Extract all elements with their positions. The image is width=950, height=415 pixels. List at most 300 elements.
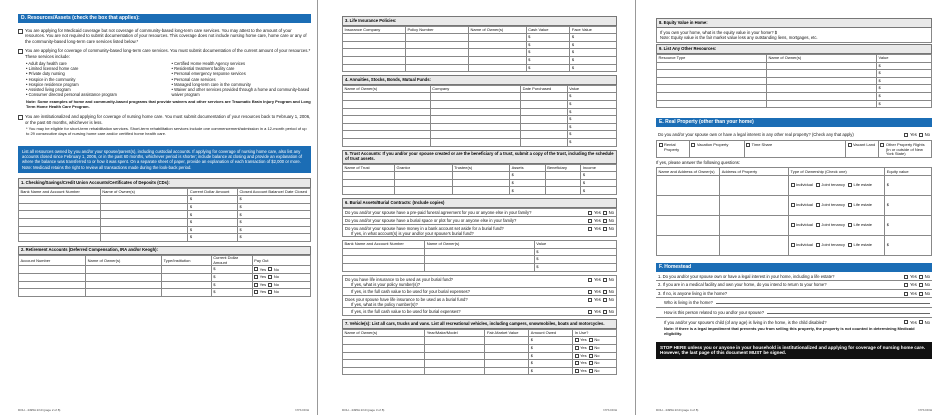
table-cell[interactable] [162, 274, 212, 282]
table-cell[interactable] [343, 367, 425, 375]
table-cell[interactable] [19, 281, 86, 289]
table-cell[interactable] [343, 41, 406, 49]
yes-no-options[interactable] [904, 320, 930, 325]
table-cell[interactable] [343, 352, 425, 360]
table-cell[interactable] [343, 345, 425, 353]
no-checkbox[interactable]: No [589, 353, 600, 358]
yes-checkbox[interactable]: Yes [575, 360, 587, 365]
yes-checkbox[interactable]: Yes [904, 282, 916, 287]
yes-no-cell[interactable] [573, 360, 617, 368]
yes-checkbox[interactable]: Yes [254, 289, 266, 294]
yes-no-cell[interactable] [252, 266, 310, 274]
amount-cell[interactable]: $ [526, 64, 570, 72]
table-cell[interactable] [469, 64, 527, 72]
ownership-cell[interactable] [789, 176, 885, 196]
table-cell[interactable] [767, 85, 877, 93]
no-checkbox[interactable]: No [919, 132, 930, 137]
table-cell[interactable] [343, 34, 406, 42]
table-cell[interactable] [19, 211, 101, 219]
amount-cell[interactable]: $ [188, 196, 238, 204]
table-cell[interactable] [19, 266, 86, 274]
yes-no-options[interactable] [588, 218, 614, 223]
property-type-option[interactable]: Vacation Property [690, 141, 745, 157]
table-row[interactable] [343, 116, 617, 124]
ownership-checkbox[interactable]: Joint tenancy [816, 182, 845, 187]
table-row[interactable] [343, 360, 617, 368]
table-row[interactable] [657, 100, 932, 108]
table-cell[interactable] [343, 264, 425, 272]
yes-no-cell[interactable] [573, 345, 617, 353]
table-row[interactable] [19, 289, 311, 297]
table-cell[interactable] [425, 352, 485, 360]
amount-cell[interactable]: $ [877, 62, 932, 70]
table-cell[interactable] [86, 289, 162, 297]
yes-no-cell[interactable] [252, 274, 310, 282]
amount-cell[interactable]: $ [188, 219, 238, 227]
table-cell[interactable] [720, 236, 789, 256]
amount-cell[interactable]: $ [885, 216, 932, 236]
table-row[interactable] [19, 196, 311, 204]
table-row[interactable] [343, 49, 617, 57]
amount-cell[interactable]: $ [526, 34, 570, 42]
table-cell[interactable] [343, 100, 431, 108]
amount-cell[interactable]: $ [570, 41, 617, 49]
table-cell[interactable] [406, 49, 469, 57]
yes-checkbox[interactable]: Yes [575, 345, 587, 350]
option-community-based[interactable]: You are applying for coverage of community-based long-term care services. You must submit documentation of the current amount of your resources.* These services include: [18, 48, 311, 59]
no-checkbox[interactable]: No [268, 274, 279, 279]
amount-cell[interactable]: $ [237, 203, 310, 211]
table-cell[interactable] [19, 289, 86, 297]
table-cell[interactable] [767, 92, 877, 100]
table-row[interactable] [343, 64, 617, 72]
amount-cell[interactable]: $ [526, 41, 570, 49]
amount-cell[interactable]: $ [211, 266, 252, 274]
table-cell[interactable] [100, 203, 188, 211]
no-checkbox[interactable]: No [603, 277, 614, 282]
no-checkbox[interactable]: No [919, 320, 930, 325]
amount-cell[interactable]: $ [877, 77, 932, 85]
ownership-checkbox[interactable]: Life estate [848, 222, 872, 227]
table-cell[interactable] [100, 226, 188, 234]
table-row[interactable] [19, 234, 311, 242]
table-cell[interactable] [406, 64, 469, 72]
yes-checkbox[interactable]: Yes [588, 226, 600, 231]
table-row[interactable] [343, 93, 617, 101]
amount-cell[interactable]: $ [529, 367, 573, 375]
table-cell[interactable] [430, 116, 520, 124]
no-checkbox[interactable]: No [603, 309, 614, 314]
table-cell[interactable] [521, 138, 568, 146]
yes-no-options[interactable] [904, 274, 930, 279]
amount-cell[interactable]: $ [567, 108, 616, 116]
table-cell[interactable] [343, 187, 395, 195]
table-cell[interactable] [406, 41, 469, 49]
table-cell[interactable] [19, 234, 101, 242]
amount-cell[interactable]: $ [581, 172, 617, 180]
table-cell[interactable] [425, 360, 485, 368]
table-cell[interactable] [425, 248, 535, 256]
table-cell[interactable] [657, 176, 720, 196]
no-checkbox[interactable]: No [268, 289, 279, 294]
property-type-option[interactable]: Rental Property [657, 141, 690, 157]
table-cell[interactable] [395, 179, 453, 187]
ownership-checkbox[interactable]: Joint tenancy [816, 242, 845, 247]
yes-no-options[interactable] [588, 210, 614, 215]
amount-cell[interactable]: $ [529, 352, 573, 360]
table-cell[interactable] [452, 187, 510, 195]
amount-cell[interactable]: $ [237, 234, 310, 242]
amount-cell[interactable]: $ [570, 64, 617, 72]
table-cell[interactable] [343, 248, 425, 256]
yes-checkbox[interactable]: Yes [254, 267, 266, 272]
table-cell[interactable] [19, 219, 101, 227]
amount-cell[interactable]: $ [188, 226, 238, 234]
table-cell[interactable] [720, 176, 789, 196]
ownership-checkbox[interactable]: Individual [791, 242, 813, 247]
relation-field[interactable]: How is this person related to you and/or your spouse? [656, 308, 932, 318]
yes-no-options[interactable] [904, 132, 930, 137]
yes-checkbox[interactable]: Yes [575, 368, 587, 373]
amount-cell[interactable]: $ [877, 92, 932, 100]
table-cell[interactable] [452, 172, 510, 180]
table-row[interactable] [343, 172, 617, 180]
table-cell[interactable] [485, 360, 529, 368]
no-checkbox[interactable]: No [268, 267, 279, 272]
table-cell[interactable] [100, 234, 188, 242]
yes-checkbox[interactable]: Yes [904, 132, 916, 137]
table-cell[interactable] [343, 123, 431, 131]
amount-cell[interactable]: $ [188, 203, 238, 211]
yes-no-options[interactable] [588, 289, 614, 294]
amount-cell[interactable]: $ [570, 56, 617, 64]
table-cell[interactable] [100, 196, 188, 204]
table-cell[interactable] [430, 93, 520, 101]
table-cell[interactable] [19, 274, 86, 282]
yes-no-options[interactable] [588, 297, 614, 302]
amount-cell[interactable]: $ [885, 236, 932, 256]
table-cell[interactable] [343, 56, 406, 64]
amount-cell[interactable]: $ [211, 274, 252, 282]
ownership-cell[interactable] [789, 196, 885, 216]
amount-cell[interactable]: $ [211, 281, 252, 289]
table-cell[interactable] [343, 138, 431, 146]
yes-checkbox[interactable]: Yes [588, 309, 600, 314]
table-cell[interactable] [452, 179, 510, 187]
table-cell[interactable] [162, 289, 212, 297]
amount-cell[interactable]: $ [237, 196, 310, 204]
table-row[interactable] [343, 56, 617, 64]
amount-cell[interactable]: $ [526, 56, 570, 64]
table-cell[interactable] [545, 179, 581, 187]
table-cell[interactable] [343, 256, 425, 264]
amount-cell[interactable]: $ [510, 179, 546, 187]
yes-checkbox[interactable]: Yes [588, 297, 600, 302]
ownership-checkbox[interactable]: Life estate [848, 182, 872, 187]
table-cell[interactable] [485, 367, 529, 375]
yes-no-cell[interactable] [252, 289, 310, 297]
no-checkbox[interactable]: No [919, 291, 930, 296]
table-cell[interactable] [485, 337, 529, 345]
table-cell[interactable] [343, 108, 431, 116]
amount-cell[interactable]: $ [534, 256, 616, 264]
amount-cell[interactable]: $ [237, 211, 310, 219]
no-checkbox[interactable]: No [603, 210, 614, 215]
ownership-checkbox[interactable]: Life estate [848, 202, 872, 207]
table-cell[interactable] [485, 345, 529, 353]
table-row[interactable] [657, 236, 932, 256]
table-cell[interactable] [657, 70, 767, 78]
table-cell[interactable] [767, 77, 877, 85]
equity-value-field[interactable]: If you own your home, what is the equity value in your home? $ Note: Equity value is the fair market value less any outstanding liens, mortgages, etc. [656, 28, 932, 44]
ownership-cell[interactable] [789, 236, 885, 256]
table-cell[interactable] [469, 34, 527, 42]
yes-checkbox[interactable]: Yes [588, 210, 600, 215]
table-row[interactable] [19, 211, 311, 219]
yes-no-cell[interactable] [573, 367, 617, 375]
table-cell[interactable] [19, 203, 101, 211]
ownership-checkbox[interactable]: Individual [791, 202, 813, 207]
amount-cell[interactable]: $ [188, 211, 238, 219]
table-row[interactable] [343, 187, 617, 195]
yes-checkbox[interactable]: Yes [588, 289, 600, 294]
ownership-checkbox[interactable]: Individual [791, 182, 813, 187]
table-row[interactable] [19, 219, 311, 227]
amount-cell[interactable]: $ [567, 93, 616, 101]
table-cell[interactable] [100, 211, 188, 219]
amount-cell[interactable]: $ [581, 187, 617, 195]
table-cell[interactable] [343, 337, 425, 345]
amount-cell[interactable]: $ [237, 219, 310, 227]
amount-cell[interactable]: $ [534, 264, 616, 272]
amount-cell[interactable]: $ [510, 172, 546, 180]
property-type-option[interactable]: Vacant Land [846, 141, 879, 157]
amount-cell[interactable]: $ [581, 179, 617, 187]
table-cell[interactable] [343, 93, 431, 101]
table-cell[interactable] [521, 100, 568, 108]
table-row[interactable] [19, 203, 311, 211]
table-row[interactable] [343, 345, 617, 353]
table-row[interactable] [19, 281, 311, 289]
table-cell[interactable] [162, 266, 212, 274]
yes-checkbox[interactable]: Yes [904, 274, 916, 279]
ownership-checkbox[interactable]: Joint tenancy [816, 222, 845, 227]
table-row[interactable] [343, 41, 617, 49]
yes-no-options[interactable] [588, 277, 614, 282]
table-row[interactable] [657, 196, 932, 216]
table-cell[interactable] [343, 116, 431, 124]
table-row[interactable] [343, 264, 617, 272]
table-row[interactable] [343, 138, 617, 146]
table-cell[interactable] [469, 41, 527, 49]
table-cell[interactable] [469, 56, 527, 64]
amount-cell[interactable]: $ [510, 187, 546, 195]
no-checkbox[interactable]: No [589, 368, 600, 373]
amount-cell[interactable]: $ [570, 49, 617, 57]
table-row[interactable] [343, 337, 617, 345]
ownership-checkbox[interactable]: Life estate [848, 242, 872, 247]
table-cell[interactable] [343, 360, 425, 368]
table-row[interactable] [657, 62, 932, 70]
yes-no-cell[interactable] [573, 337, 617, 345]
yes-checkbox[interactable]: Yes [904, 320, 916, 325]
table-cell[interactable] [521, 116, 568, 124]
table-row[interactable] [343, 248, 617, 256]
table-row[interactable] [657, 77, 932, 85]
table-cell[interactable] [406, 34, 469, 42]
no-checkbox[interactable]: No [919, 282, 930, 287]
yes-no-options[interactable] [588, 309, 614, 314]
amount-cell[interactable]: $ [567, 131, 616, 139]
no-checkbox[interactable]: No [603, 226, 614, 231]
table-row[interactable] [657, 85, 932, 93]
property-type-option[interactable]: Time Share [745, 141, 846, 157]
amount-cell[interactable]: $ [529, 360, 573, 368]
amount-cell[interactable]: $ [885, 176, 932, 196]
table-cell[interactable] [343, 64, 406, 72]
table-row[interactable] [657, 92, 932, 100]
table-cell[interactable] [657, 216, 720, 236]
table-cell[interactable] [720, 196, 789, 216]
table-cell[interactable] [343, 131, 431, 139]
option-nursing-home[interactable]: You are institutionalized and applying for coverage of nursing home care. You must submit documentation of your resources back to February 1, 2006, or the past 60 months, whichever is less. [18, 114, 311, 125]
amount-cell[interactable]: $ [567, 116, 616, 124]
who-living-field[interactable]: Who is living in the home? [656, 298, 932, 308]
checkbox[interactable] [18, 29, 23, 34]
table-cell[interactable] [100, 219, 188, 227]
table-cell[interactable] [657, 85, 767, 93]
amount-cell[interactable]: $ [877, 70, 932, 78]
table-cell[interactable] [162, 281, 212, 289]
no-checkbox[interactable]: No [589, 345, 600, 350]
checkbox[interactable] [18, 49, 23, 54]
amount-cell[interactable]: $ [885, 196, 932, 216]
no-checkbox[interactable]: No [589, 337, 600, 342]
amount-cell[interactable]: $ [237, 226, 310, 234]
table-cell[interactable] [767, 62, 877, 70]
table-row[interactable] [19, 274, 311, 282]
table-cell[interactable] [425, 345, 485, 353]
amount-cell[interactable]: $ [877, 100, 932, 108]
table-row[interactable] [657, 70, 932, 78]
table-row[interactable] [343, 34, 617, 42]
amount-cell[interactable]: $ [570, 34, 617, 42]
amount-cell[interactable]: $ [188, 234, 238, 242]
table-cell[interactable] [425, 337, 485, 345]
table-cell[interactable] [430, 131, 520, 139]
table-cell[interactable] [521, 108, 568, 116]
table-cell[interactable] [767, 70, 877, 78]
table-cell[interactable] [485, 352, 529, 360]
table-row[interactable] [343, 108, 617, 116]
table-cell[interactable] [395, 187, 453, 195]
no-checkbox[interactable]: No [589, 360, 600, 365]
table-cell[interactable] [657, 100, 767, 108]
yes-no-cell[interactable] [573, 352, 617, 360]
yes-no-options[interactable] [904, 291, 930, 296]
table-row[interactable] [343, 256, 617, 264]
table-cell[interactable] [545, 172, 581, 180]
yes-checkbox[interactable]: Yes [588, 277, 600, 282]
table-row[interactable] [343, 123, 617, 131]
table-row[interactable] [343, 352, 617, 360]
amount-cell[interactable]: $ [567, 138, 616, 146]
table-row[interactable] [343, 100, 617, 108]
table-cell[interactable] [469, 49, 527, 57]
ownership-cell[interactable] [789, 216, 885, 236]
table-cell[interactable] [430, 123, 520, 131]
table-cell[interactable] [425, 256, 535, 264]
amount-cell[interactable]: $ [567, 100, 616, 108]
table-cell[interactable] [19, 196, 101, 204]
table-cell[interactable] [343, 49, 406, 57]
table-cell[interactable] [657, 77, 767, 85]
amount-cell[interactable]: $ [529, 337, 573, 345]
table-cell[interactable] [521, 93, 568, 101]
table-cell[interactable] [545, 187, 581, 195]
yes-checkbox[interactable]: Yes [904, 291, 916, 296]
table-cell[interactable] [430, 138, 520, 146]
table-row[interactable] [657, 216, 932, 236]
amount-cell[interactable]: $ [211, 289, 252, 297]
ownership-checkbox[interactable]: Joint tenancy [816, 202, 845, 207]
table-cell[interactable] [425, 367, 485, 375]
table-cell[interactable] [86, 281, 162, 289]
ownership-checkbox[interactable]: Individual [791, 222, 813, 227]
table-cell[interactable] [425, 264, 535, 272]
property-type-option[interactable]: Other Property Rights (In or outside of New York State) [879, 141, 931, 157]
no-checkbox[interactable]: No [603, 218, 614, 223]
table-cell[interactable] [343, 172, 395, 180]
amount-cell[interactable]: $ [877, 85, 932, 93]
no-checkbox[interactable]: No [268, 282, 279, 287]
table-cell[interactable] [395, 172, 453, 180]
table-row[interactable] [343, 131, 617, 139]
table-row[interactable] [657, 176, 932, 196]
yes-checkbox[interactable]: Yes [588, 218, 600, 223]
yes-checkbox[interactable]: Yes [575, 337, 587, 342]
table-cell[interactable] [521, 131, 568, 139]
option-medicaid-only[interactable]: You are applying for Medicaid coverage but not coverage of community-based long-term care services. You may attest to the amount of your resources. You are not required to submit documentation of your resources. This coverage does not include nursing home care, home care or any of the community-based long-term care services listed below.* [18, 28, 311, 44]
table-cell[interactable] [657, 62, 767, 70]
table-cell[interactable] [657, 196, 720, 216]
table-cell[interactable] [521, 123, 568, 131]
table-row[interactable] [343, 179, 617, 187]
table-cell[interactable] [19, 226, 101, 234]
table-cell[interactable] [657, 92, 767, 100]
no-checkbox[interactable]: No [919, 274, 930, 279]
yes-no-options[interactable] [904, 282, 930, 287]
no-checkbox[interactable]: No [603, 297, 614, 302]
amount-cell[interactable]: $ [526, 49, 570, 57]
table-cell[interactable] [720, 216, 789, 236]
table-cell[interactable] [86, 274, 162, 282]
table-cell[interactable] [406, 56, 469, 64]
yes-checkbox[interactable]: Yes [575, 353, 587, 358]
table-cell[interactable] [767, 100, 877, 108]
table-cell[interactable] [430, 108, 520, 116]
table-cell[interactable] [343, 179, 395, 187]
checkbox[interactable] [18, 115, 23, 120]
table-cell[interactable] [86, 266, 162, 274]
amount-cell[interactable]: $ [534, 248, 616, 256]
table-cell[interactable] [430, 100, 520, 108]
table-cell[interactable] [657, 236, 720, 256]
table-row[interactable] [19, 266, 311, 274]
table-row[interactable] [19, 226, 311, 234]
yes-no-cell[interactable] [252, 281, 310, 289]
yes-checkbox[interactable]: Yes [254, 274, 266, 279]
